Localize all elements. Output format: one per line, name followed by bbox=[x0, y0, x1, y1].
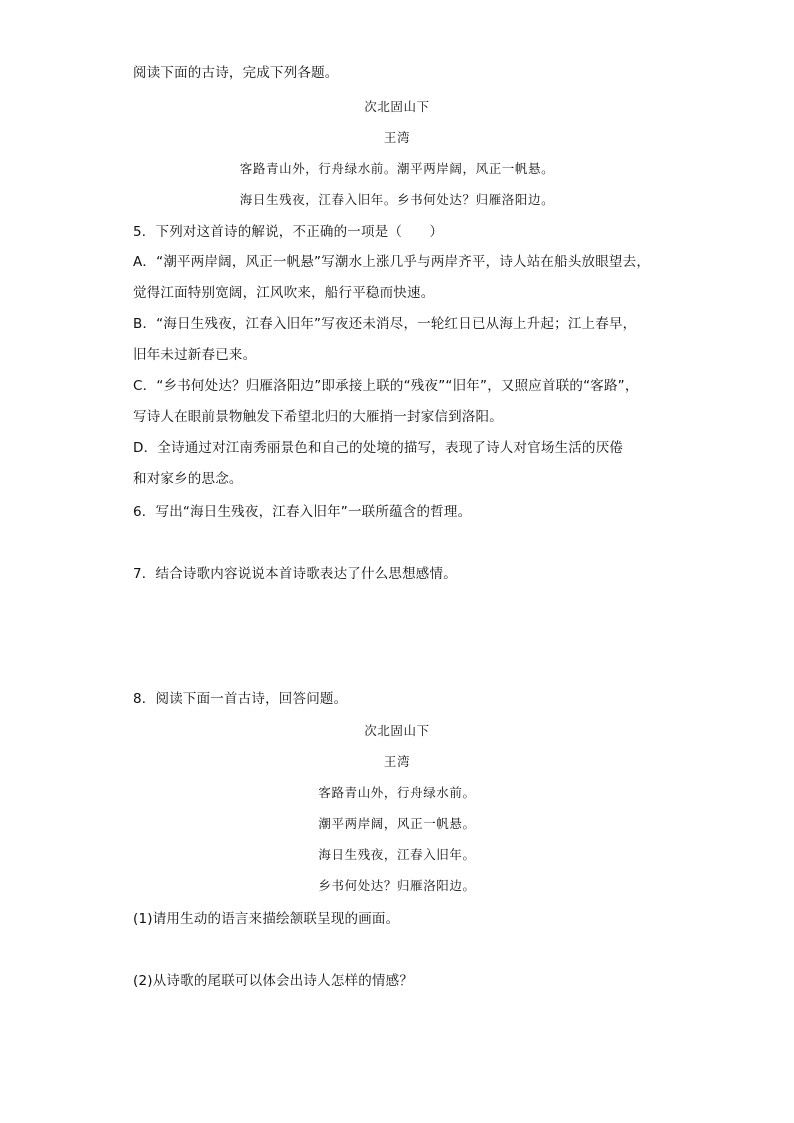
question-8-stem: 8．阅读下面一首古诗，回答问题。 bbox=[133, 691, 348, 707]
question-6: 6．写出“海日生残夜，江春入旧年”一联所蕴含的哲理。 bbox=[133, 504, 472, 520]
option-d-line-2: 和对家乡的思念。 bbox=[133, 471, 243, 487]
poem-author: 王湾 bbox=[383, 130, 411, 145]
option-a-line-1: A．“潮平两岸阔，风正一帆悬”写潮水上涨几乎与两岸齐平，诗人站在船头放眼望去， bbox=[133, 254, 651, 270]
option-b-line-2: 旧年未过新春已来。 bbox=[133, 347, 257, 363]
poem2-line-2: 潮平两岸阔，风正一帆悬。 bbox=[318, 816, 476, 831]
question-5-stem: 5．下列对这首诗的解说，不正确的一项是（ ） bbox=[133, 224, 444, 240]
option-c-line-2: 写诗人在眼前景物触发下希望北归的大雁捎一封家信到洛阳。 bbox=[133, 409, 503, 425]
option-b-line-1: B．“海日生残夜，江春入旧年”写夜还未消尽，一轮红日已从海上升起；江上春早， bbox=[133, 316, 637, 332]
poem2-title: 次北固山下 bbox=[364, 723, 430, 738]
question-7: 7．结合诗歌内容说说本首诗歌表达了什么思想感情。 bbox=[133, 566, 457, 582]
option-a-line-2: 觉得江面特别宽阔，江风吹来，船行平稳而快速。 bbox=[133, 285, 435, 301]
poem-title: 次北固山下 bbox=[364, 99, 430, 114]
question-8-sub-1: (1)请用生动的语言来描绘颔联呈现的画面。 bbox=[133, 911, 400, 927]
poem2-line-3: 海日生残夜，江春入旧年。 bbox=[318, 847, 476, 862]
option-d-line-1: D．全诗通过对江南秀丽景色和自己的处境的描写，表现了诗人对官场生活的厌倦 bbox=[133, 440, 624, 456]
poem-line-2: 海日生残夜，江春入旧年。乡书何处达？归雁洛阳边。 bbox=[239, 192, 555, 207]
instruction-text: 阅读下面的古诗，完成下列各题。 bbox=[133, 65, 339, 81]
question-8-sub-2: (2)从诗歌的尾联可以体会出诗人怎样的情感？ bbox=[133, 973, 414, 989]
poem2-line-4: 乡书何处达？归雁洛阳边。 bbox=[318, 878, 476, 893]
poem2-author: 王湾 bbox=[383, 754, 411, 769]
poem2-line-1: 客路青山外，行舟绿水前。 bbox=[318, 785, 476, 800]
poem-line-1: 客路青山外，行舟绿水前。潮平两岸阔，风正一帆悬。 bbox=[239, 161, 555, 176]
option-c-line-1: C．“乡书何处达？归雁洛阳边”即承接上联的“残夜”“旧年”，又照应首联的“客路”， bbox=[133, 378, 639, 394]
